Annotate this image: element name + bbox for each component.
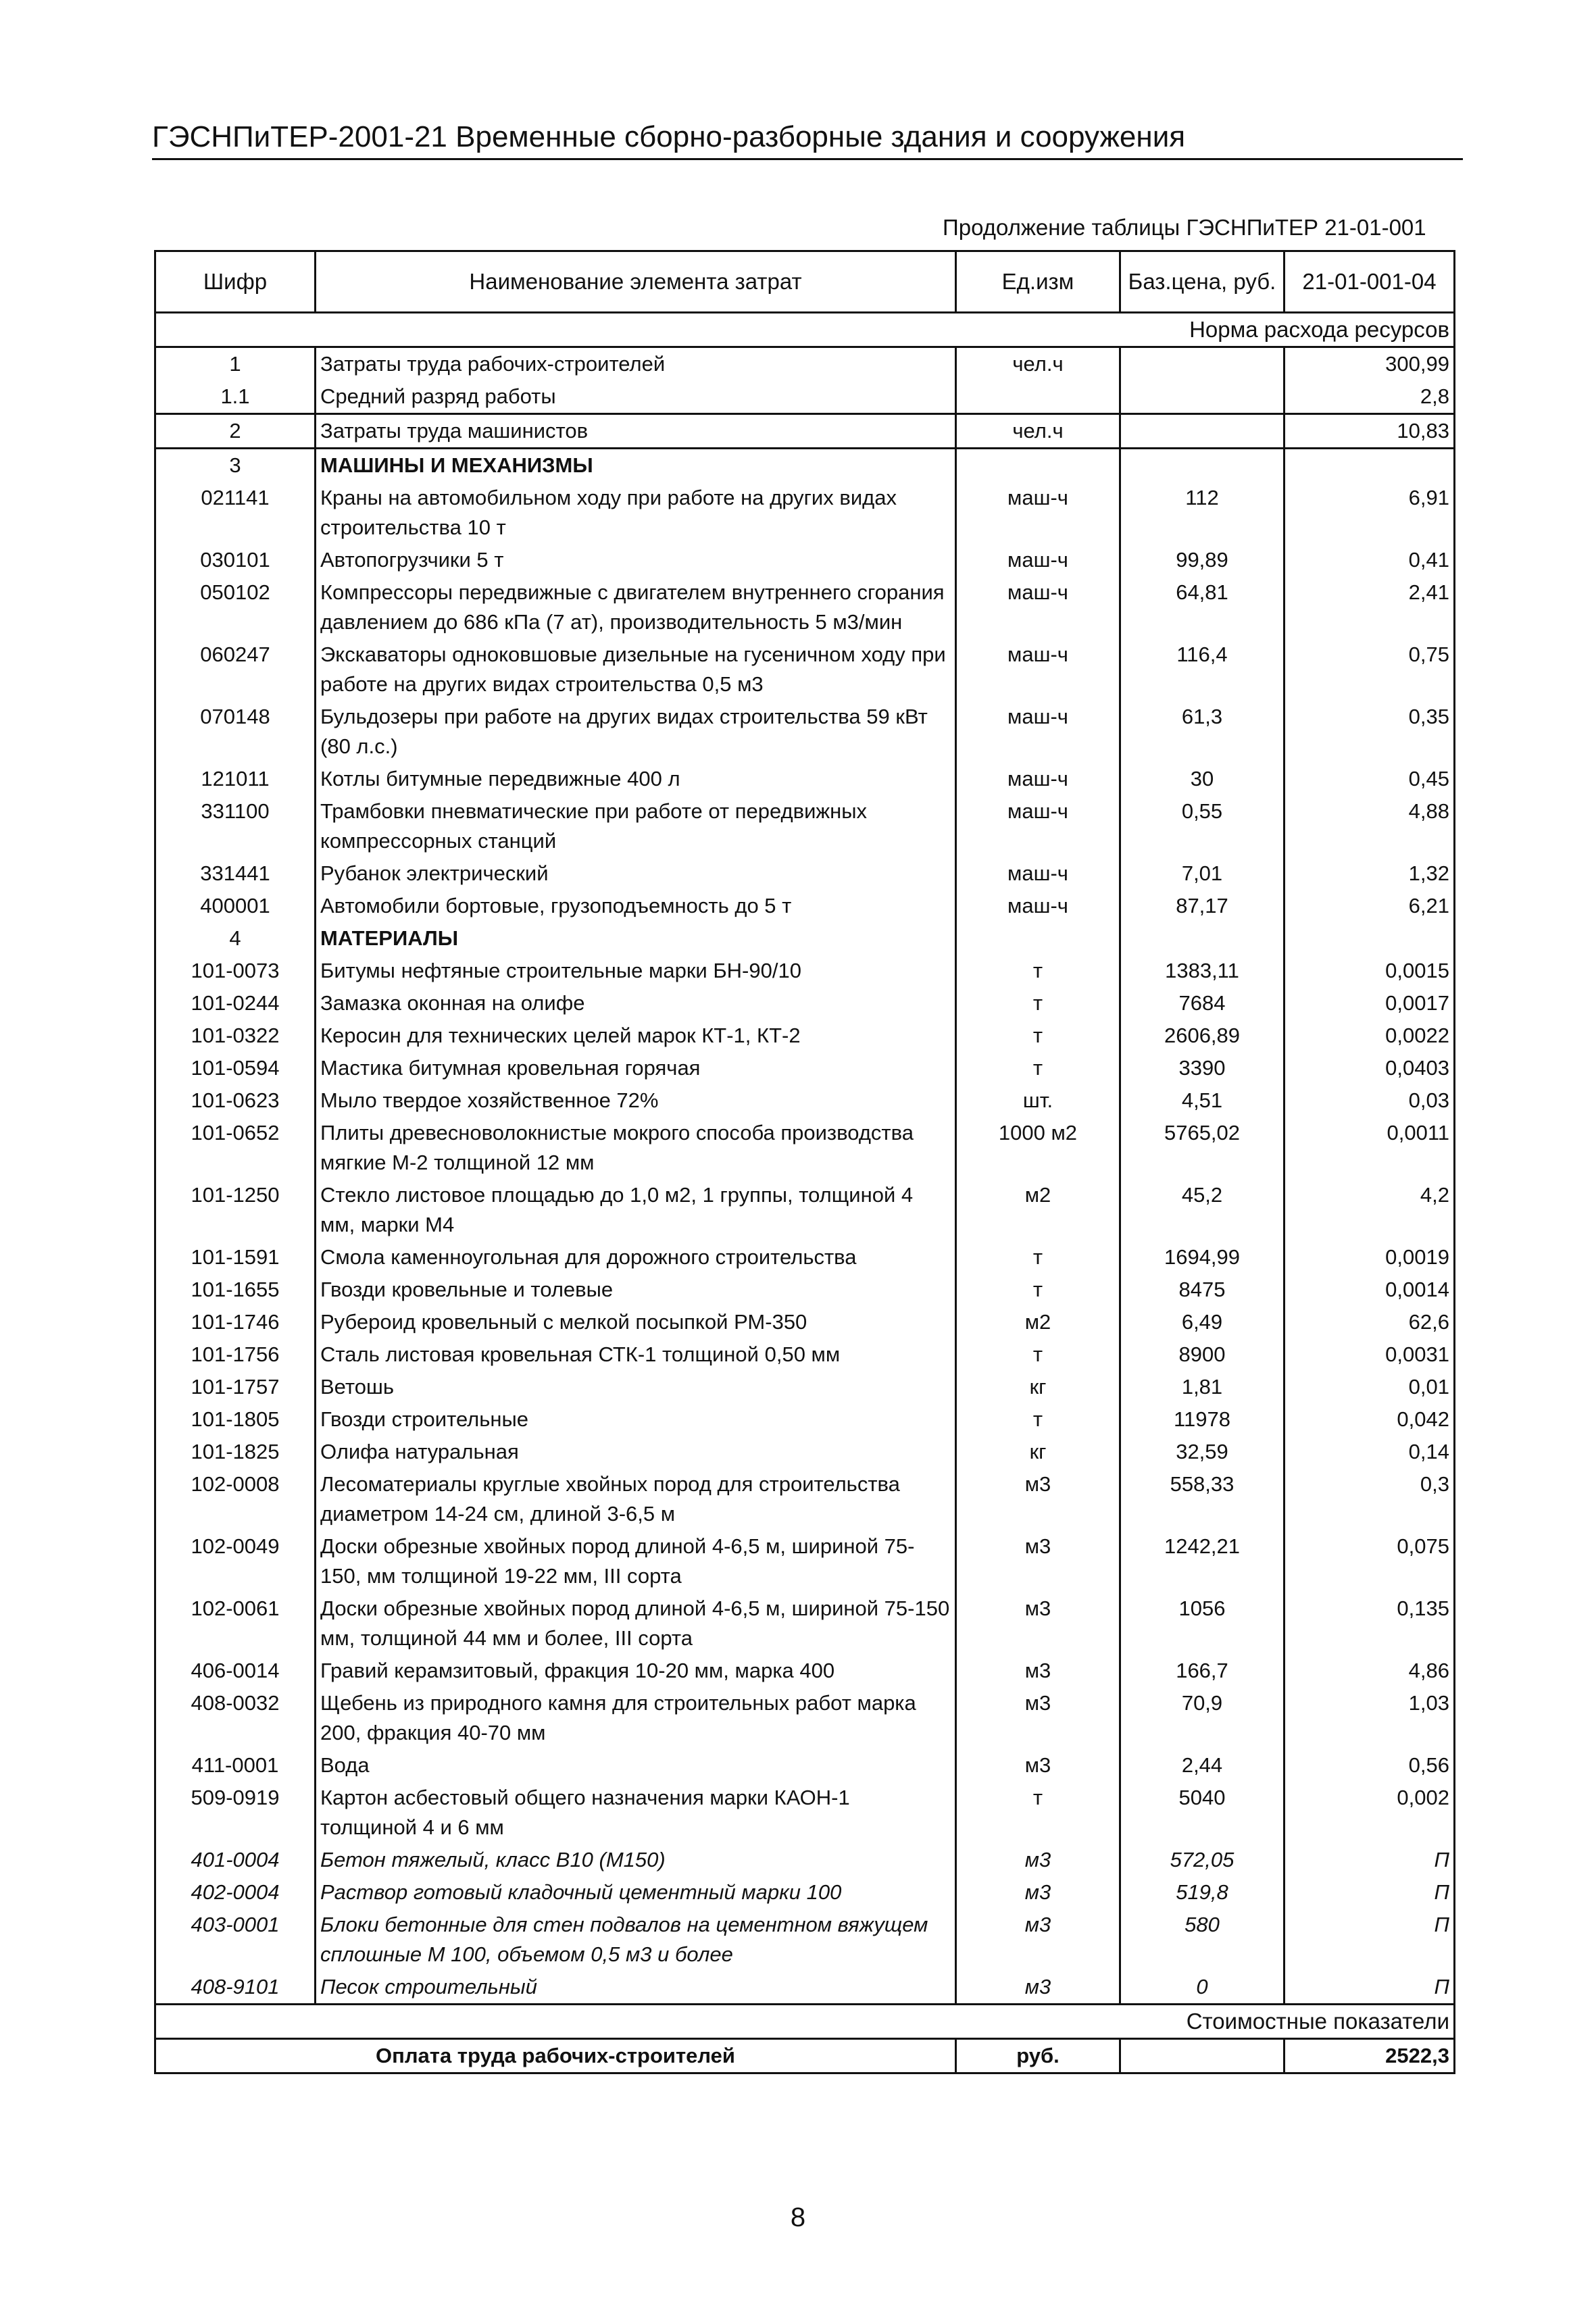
table-row: [155, 1655, 1455, 1687]
resource-table: [154, 250, 1455, 2074]
cell-unit: т: [956, 1020, 1120, 1052]
cell-price: 3390: [1120, 1052, 1285, 1084]
cell-name: Гвозди кровельные и толевые: [316, 1274, 956, 1306]
cell-code: 331100: [155, 795, 316, 857]
cell-price: 1694,99: [1120, 1241, 1285, 1274]
table-row: [155, 1117, 1455, 1179]
cell-price: 580: [1120, 1909, 1285, 1971]
cell-unit: маш-ч: [956, 763, 1120, 795]
cell-norm: П: [1285, 1876, 1455, 1909]
cell-unit: маш-ч: [956, 795, 1120, 857]
cell-norm: 0,0017: [1285, 987, 1455, 1020]
cell-code: 400001: [155, 890, 316, 922]
cell-norm: 300,99: [1285, 347, 1455, 381]
cell-unit: м3: [956, 1530, 1120, 1592]
cell-unit: маш-ч: [956, 576, 1120, 638]
cell-norm: 0,0022: [1285, 1020, 1455, 1052]
cell-norm: 0,41: [1285, 544, 1455, 576]
cell-norm: 0,75: [1285, 638, 1455, 701]
table-row: [155, 1592, 1455, 1655]
cell-name: МАШИНЫ И МЕХАНИЗМЫ: [316, 449, 956, 482]
cell-price: 30: [1120, 763, 1285, 795]
table-row: [155, 449, 1455, 482]
cell-price: 558,33: [1120, 1468, 1285, 1530]
table-row: [155, 1844, 1455, 1876]
cell-unit: м3: [956, 1655, 1120, 1687]
cell-price: 32,59: [1120, 1436, 1285, 1468]
table-row: [155, 1306, 1455, 1338]
cell-unit: м3: [956, 1749, 1120, 1782]
table-row: [155, 987, 1455, 1020]
cell-price: [1120, 380, 1285, 414]
cell-unit: чел.ч: [956, 414, 1120, 449]
footer-row: [155, 2039, 1455, 2073]
table-row: [155, 414, 1455, 449]
cell-price: 61,3: [1120, 701, 1285, 763]
cell-norm: 0,3: [1285, 1468, 1455, 1530]
cell-code: 060247: [155, 638, 316, 701]
cell-name: Краны на автомобильном ходу при работе на других видах строительства 10 т: [316, 482, 956, 544]
cell-name: Средний разряд работы: [316, 380, 956, 414]
cell-name: Раствор готовый кладочный цементный марки 100: [316, 1876, 956, 1909]
cell-name: Компрессоры передвижные с двигателем внутреннего сгорания давлением до 686 кПа (7 ат), производительность 5 м3/мин: [316, 576, 956, 638]
cell-code: 101-1825: [155, 1436, 316, 1468]
cell-name: Замазка оконная на олифе: [316, 987, 956, 1020]
cell-price: [1120, 449, 1285, 482]
cell-name: Плиты древесноволокнистые мокрого способа производства мягкие М-2 толщиной 12 мм: [316, 1117, 956, 1179]
cell-price: 4,51: [1120, 1084, 1285, 1117]
cell-price: 2,44: [1120, 1749, 1285, 1782]
cell-unit: маш-ч: [956, 890, 1120, 922]
table-row: [155, 380, 1455, 414]
cell-norm: 0,01: [1285, 1371, 1455, 1403]
cell-name: Мастика битумная кровельная горячая: [316, 1052, 956, 1084]
cell-name: Сталь листовая кровельная СТК-1 толщиной 0,50 мм: [316, 1338, 956, 1371]
cell-price: 99,89: [1120, 544, 1285, 576]
cell-price: 70,9: [1120, 1687, 1285, 1749]
table-header-row: [155, 251, 1455, 313]
cell-unit: м3: [956, 1592, 1120, 1655]
cell-norm: 0,0014: [1285, 1274, 1455, 1306]
cell-code: 101-1757: [155, 1371, 316, 1403]
cell-norm: 0,075: [1285, 1530, 1455, 1592]
cell-unit: т: [956, 1403, 1120, 1436]
table-row: [155, 1179, 1455, 1241]
cell-code: 2: [155, 414, 316, 449]
cell-norm: 6,21: [1285, 890, 1455, 922]
cell-price: 45,2: [1120, 1179, 1285, 1241]
table-row: [155, 701, 1455, 763]
cell-code: 408-9101: [155, 1971, 316, 2005]
cell-name: Доски обрезные хвойных пород длиной 4-6,5 м, шириной 75-150 мм, толщиной 44 мм и более, III сорта: [316, 1592, 956, 1655]
cell-code: 4: [155, 922, 316, 955]
cell-norm: 4,86: [1285, 1655, 1455, 1687]
cost-label-row: [155, 2005, 1455, 2039]
table-row: [155, 1338, 1455, 1371]
table-row: [155, 638, 1455, 701]
table-row: [155, 1241, 1455, 1274]
cell-norm: 0,135: [1285, 1592, 1455, 1655]
table-row: [155, 347, 1455, 381]
cell-name: Битумы нефтяные строительные марки БН-90/10: [316, 955, 956, 987]
column-header-norm: 21-01-001-04: [1285, 251, 1455, 313]
cell-norm: [1285, 449, 1455, 482]
cell-price: 5040: [1120, 1782, 1285, 1844]
cell-unit: [956, 380, 1120, 414]
cell-unit: т: [956, 1052, 1120, 1084]
cell-name: Щебень из природного камня для строительных работ марка 200, фракция 40-70 мм: [316, 1687, 956, 1749]
cell-price: 87,17: [1120, 890, 1285, 922]
cell-code: 101-0322: [155, 1020, 316, 1052]
cell-price: 1,81: [1120, 1371, 1285, 1403]
column-header-price: Баз.цена, руб.: [1120, 251, 1285, 313]
cell-norm: П: [1285, 1909, 1455, 1971]
cell-name: Стекло листовое площадью до 1,0 м2, 1 группы, толщиной 4 мм, марки М4: [316, 1179, 956, 1241]
cell-code: 101-1805: [155, 1403, 316, 1436]
cell-norm: 0,002: [1285, 1782, 1455, 1844]
table-row: [155, 1749, 1455, 1782]
cell-unit: кг: [956, 1436, 1120, 1468]
cell-norm: 0,0015: [1285, 955, 1455, 987]
cell-norm: 0,0011: [1285, 1117, 1455, 1179]
cell-price: 11978: [1120, 1403, 1285, 1436]
page-title: ГЭСНПиТЕР-2001-21 Временные сборно-разборные здания и сооружения: [152, 120, 1463, 160]
cell-code: 403-0001: [155, 1909, 316, 1971]
cell-unit: маш-ч: [956, 482, 1120, 544]
cell-price: 8475: [1120, 1274, 1285, 1306]
cell-code: 101-0073: [155, 955, 316, 987]
cell-code: 101-1591: [155, 1241, 316, 1274]
table-row: [155, 482, 1455, 544]
cell-unit: м2: [956, 1179, 1120, 1241]
cell-norm: [1285, 922, 1455, 955]
cell-norm: 0,0019: [1285, 1241, 1455, 1274]
cell-name: Доски обрезные хвойных пород длиной 4-6,5 м, шириной 75-150, мм толщиной 19-22 мм, III сорта: [316, 1530, 956, 1592]
page-number: 8: [790, 2203, 806, 2232]
cell-unit: кг: [956, 1371, 1120, 1403]
cell-name: Блоки бетонные для стен подвалов на цементном вяжущем сплошные М 100, объемом 0,5 м3 и более: [316, 1909, 956, 1971]
cell-name: Смола каменноугольная для дорожного строительства: [316, 1241, 956, 1274]
cell-norm: 0,0031: [1285, 1338, 1455, 1371]
cell-unit: м2: [956, 1306, 1120, 1338]
table-row: [155, 576, 1455, 638]
cell-unit: м3: [956, 1844, 1120, 1876]
cell-code: 101-0594: [155, 1052, 316, 1084]
cell-norm: 4,2: [1285, 1179, 1455, 1241]
cell-price: 0,55: [1120, 795, 1285, 857]
cell-unit: м3: [956, 1468, 1120, 1530]
cell-price: 116,4: [1120, 638, 1285, 701]
cell-code: 030101: [155, 544, 316, 576]
table-row: [155, 544, 1455, 576]
cell-unit: т: [956, 1274, 1120, 1306]
cell-code: 101-0623: [155, 1084, 316, 1117]
cell-price: 6,49: [1120, 1306, 1285, 1338]
cell-norm: П: [1285, 1971, 1455, 2005]
cell-unit: м3: [956, 1687, 1120, 1749]
cell-price: 1056: [1120, 1592, 1285, 1655]
table-row: [155, 1084, 1455, 1117]
cell-unit: м3: [956, 1971, 1120, 2005]
cell-code: 411-0001: [155, 1749, 316, 1782]
cell-name: МАТЕРИАЛЫ: [316, 922, 956, 955]
cell-price: 166,7: [1120, 1655, 1285, 1687]
table-row: [155, 1468, 1455, 1530]
cell-price: [1120, 922, 1285, 955]
cell-name: Песок строительный: [316, 1971, 956, 2005]
cell-price: 572,05: [1120, 1844, 1285, 1876]
cell-norm: 0,0403: [1285, 1052, 1455, 1084]
cell-unit: т: [956, 955, 1120, 987]
cell-code: 408-0032: [155, 1687, 316, 1749]
cell-code: 401-0004: [155, 1844, 316, 1876]
cell-price: [1120, 414, 1285, 449]
cell-unit: маш-ч: [956, 638, 1120, 701]
cell-unit: м3: [956, 1909, 1120, 1971]
cell-norm: 0,14: [1285, 1436, 1455, 1468]
cell-price: 519,8: [1120, 1876, 1285, 1909]
cell-norm: 0,56: [1285, 1749, 1455, 1782]
cell-code: 3: [155, 449, 316, 482]
cell-price: 2606,89: [1120, 1020, 1285, 1052]
cell-code: 101-1655: [155, 1274, 316, 1306]
cell-price: 8900: [1120, 1338, 1285, 1371]
cell-name: Затраты труда машинистов: [316, 414, 956, 449]
cell-unit: шт.: [956, 1084, 1120, 1117]
cell-name: Трамбовки пневматические при работе от передвижных компрессорных станций: [316, 795, 956, 857]
norm-label-row: [155, 313, 1455, 347]
cell-unit: [956, 449, 1120, 482]
cell-name: Картон асбестовый общего назначения марки КАОН-1 толщиной 4 и 6 мм: [316, 1782, 956, 1844]
cell-norm: 0,042: [1285, 1403, 1455, 1436]
cell-norm: 10,83: [1285, 414, 1455, 449]
table-row: [155, 1052, 1455, 1084]
cell-name: Лесоматериалы круглые хвойных пород для строительства диаметром 14-24 см, длиной 3-6,5 м: [316, 1468, 956, 1530]
cell-norm: 4,88: [1285, 795, 1455, 857]
cell-code: 102-0008: [155, 1468, 316, 1530]
cell-norm: 1,03: [1285, 1687, 1455, 1749]
cell-code: 101-0244: [155, 987, 316, 1020]
cell-name: Котлы битумные передвижные 400 л: [316, 763, 956, 795]
cell-name: Бульдозеры при работе на других видах строительства 59 кВт (80 л.с.): [316, 701, 956, 763]
cell-norm: 2,41: [1285, 576, 1455, 638]
table-row: [155, 890, 1455, 922]
cell-unit: т: [956, 1241, 1120, 1274]
table-continuation-note: Продолжение таблицы ГЭСНПиТЕР 21-01-001: [943, 215, 1426, 240]
cell-name: Автопогрузчики 5 т: [316, 544, 956, 576]
cell-code: 101-1746: [155, 1306, 316, 1338]
cell-code: 509-0919: [155, 1782, 316, 1844]
cell-code: 101-1756: [155, 1338, 316, 1371]
cell-code: 050102: [155, 576, 316, 638]
column-header-unit: Ед.изм: [956, 251, 1120, 313]
footer-unit: руб.: [956, 2039, 1120, 2073]
cell-code: 1: [155, 347, 316, 381]
column-header-code: Шифр: [155, 251, 316, 313]
cell-code: 070148: [155, 701, 316, 763]
cell-norm: 0,03: [1285, 1084, 1455, 1117]
footer-label: Оплата труда рабочих-строителей: [155, 2039, 956, 2073]
cell-code: 102-0061: [155, 1592, 316, 1655]
cell-name: Керосин для технических целей марок КТ-1, КТ-2: [316, 1020, 956, 1052]
cell-norm: 1,32: [1285, 857, 1455, 890]
norm-label: Норма расхода ресурсов: [155, 313, 1455, 347]
cell-unit: [956, 922, 1120, 955]
cell-code: 102-0049: [155, 1530, 316, 1592]
cell-name: Олифа натуральная: [316, 1436, 956, 1468]
cell-unit: т: [956, 1782, 1120, 1844]
cell-unit: 1000 м2: [956, 1117, 1120, 1179]
table-row: [155, 1436, 1455, 1468]
cost-label: Стоимостные показатели: [155, 2005, 1455, 2039]
table-row: [155, 922, 1455, 955]
cell-name: Ветошь: [316, 1371, 956, 1403]
cell-name: Вода: [316, 1749, 956, 1782]
table-row: [155, 1971, 1455, 2005]
table-row: [155, 763, 1455, 795]
cell-norm: 6,91: [1285, 482, 1455, 544]
cell-price: 1242,21: [1120, 1530, 1285, 1592]
cell-unit: маш-ч: [956, 701, 1120, 763]
table-row: [155, 1782, 1455, 1844]
cell-name: Затраты труда рабочих-строителей: [316, 347, 956, 381]
table-row: [155, 1909, 1455, 1971]
cell-norm: 0,45: [1285, 763, 1455, 795]
table-row: [155, 1530, 1455, 1592]
cell-price: 7,01: [1120, 857, 1285, 890]
cell-name: Мыло твердое хозяйственное 72%: [316, 1084, 956, 1117]
table-row: [155, 1687, 1455, 1749]
cell-code: 331441: [155, 857, 316, 890]
cell-unit: маш-ч: [956, 857, 1120, 890]
cell-price: [1120, 347, 1285, 381]
table-row: [155, 857, 1455, 890]
cell-code: 121011: [155, 763, 316, 795]
cell-unit: м3: [956, 1876, 1120, 1909]
table-row: [155, 1274, 1455, 1306]
cell-norm: 2,8: [1285, 380, 1455, 414]
cell-code: 1.1: [155, 380, 316, 414]
cell-price: 112: [1120, 482, 1285, 544]
table-row: [155, 1876, 1455, 1909]
footer-value: 2522,3: [1285, 2039, 1455, 2073]
cell-code: 021141: [155, 482, 316, 544]
table-row: [155, 1403, 1455, 1436]
table-row: [155, 955, 1455, 987]
cell-name: Экскаваторы одноковшовые дизельные на гусеничном ходу при работе на других видах строительства 0,5 м3: [316, 638, 956, 701]
column-header-name: Наименование элемента затрат: [316, 251, 956, 313]
cell-norm: П: [1285, 1844, 1455, 1876]
cell-price: 64,81: [1120, 576, 1285, 638]
cell-unit: т: [956, 987, 1120, 1020]
cell-name: Рубероид кровельный с мелкой посыпкой РМ-350: [316, 1306, 956, 1338]
table-row: [155, 795, 1455, 857]
cell-price: 1383,11: [1120, 955, 1285, 987]
cell-code: 101-1250: [155, 1179, 316, 1241]
footer-empty: [1120, 2039, 1285, 2073]
cell-norm: 0,35: [1285, 701, 1455, 763]
cell-unit: чел.ч: [956, 347, 1120, 381]
cell-name: Рубанок электрический: [316, 857, 956, 890]
cell-unit: т: [956, 1338, 1120, 1371]
cell-norm: 62,6: [1285, 1306, 1455, 1338]
cell-code: 101-0652: [155, 1117, 316, 1179]
table-row: [155, 1020, 1455, 1052]
cell-unit: маш-ч: [956, 544, 1120, 576]
cell-name: Гравий керамзитовый, фракция 10-20 мм, марка 400: [316, 1655, 956, 1687]
cell-name: Гвозди строительные: [316, 1403, 956, 1436]
cell-name: Автомобили бортовые, грузоподъемность до 5 т: [316, 890, 956, 922]
table-row: [155, 1371, 1455, 1403]
cell-code: 406-0014: [155, 1655, 316, 1687]
cell-price: 5765,02: [1120, 1117, 1285, 1179]
cell-code: 402-0004: [155, 1876, 316, 1909]
cell-price: 7684: [1120, 987, 1285, 1020]
cell-price: 0: [1120, 1971, 1285, 2005]
cell-name: Бетон тяжелый, класс В10 (М150): [316, 1844, 956, 1876]
